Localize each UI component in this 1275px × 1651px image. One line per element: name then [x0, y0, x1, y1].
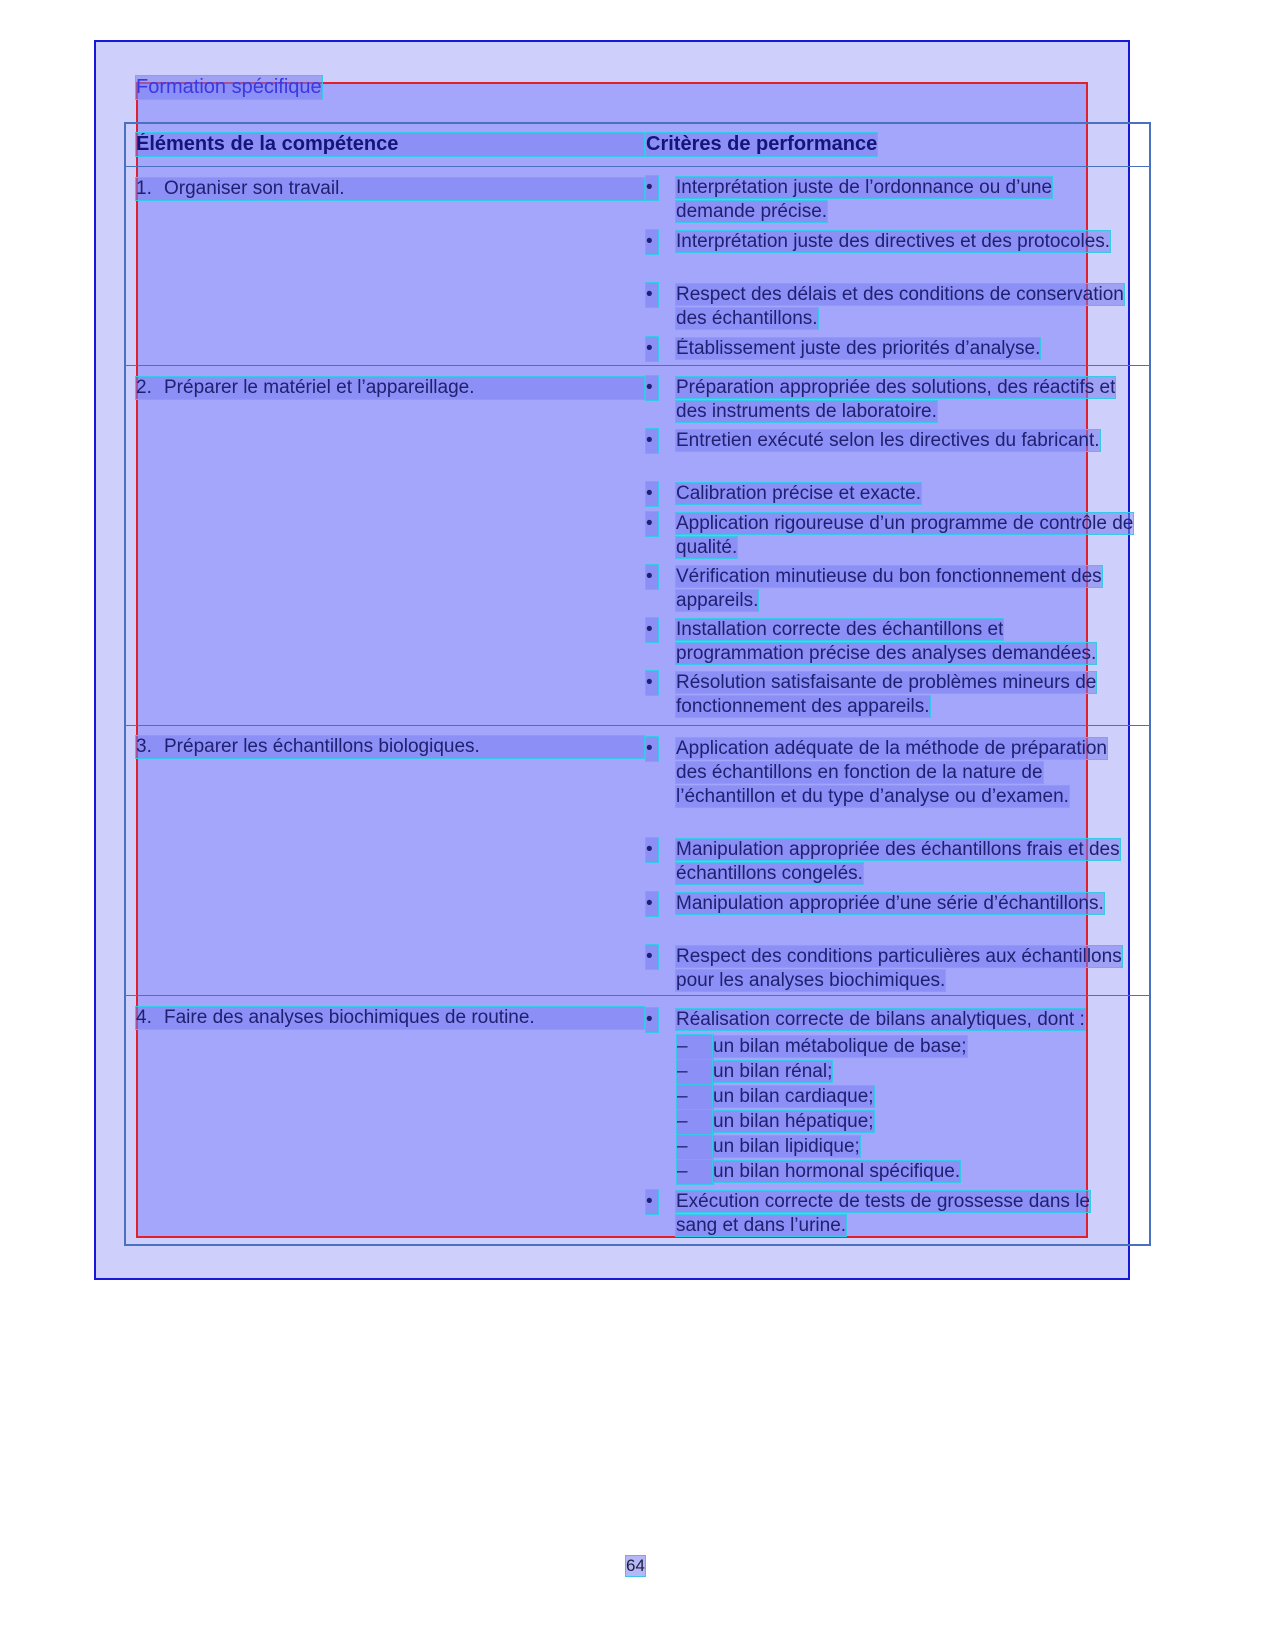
criterion-item [646, 1008, 1136, 1032]
criterion-text: Interprétation juste des directives et des protocoles. [676, 231, 1111, 252]
row-divider [124, 365, 1151, 366]
criterion-text: Exécution correcte de tests de grossesse dans le sang et dans l’urine. [676, 1191, 1091, 1236]
criterion-text: Manipulation appropriée d’une série d’échantillons. [676, 893, 1104, 914]
element-text: Préparer le matériel et l’appareillage. [164, 377, 475, 398]
criterion-item [646, 737, 1136, 809]
sub-item-text: un bilan métabolique de base; [713, 1036, 967, 1057]
criterion-item [646, 429, 1136, 453]
criterion-text: Vérification minutieuse du bon fonctionnement des appareils. [676, 566, 1102, 611]
criterion-item [646, 176, 1136, 224]
dash-icon: – [677, 1060, 713, 1084]
sub-item [677, 1035, 967, 1059]
element-text: Préparer les échantillons biologiques. [164, 736, 480, 757]
criterion-text: Application rigoureuse d’un programme de contrôle de qualité. [676, 513, 1134, 558]
dash-icon: – [677, 1135, 713, 1159]
criterion-text: Interprétation juste de l’ordonnance ou d’une demande précise. [676, 177, 1053, 222]
bullet-icon: • [646, 945, 658, 969]
bullet-icon: • [646, 892, 658, 916]
header-divider [124, 166, 1151, 167]
criterion-text: Application adéquate de la méthode de préparation des échantillons en fonction de la nature de l’échantillon et du type d’analyse ou d’examen. [676, 738, 1107, 807]
bullet-icon: • [646, 671, 658, 695]
criterion-item [646, 376, 1136, 424]
element-number: 1. [136, 178, 152, 199]
bullet-icon: • [646, 429, 658, 453]
bullet-icon: • [646, 565, 658, 589]
row-divider [124, 725, 1151, 726]
criterion-item [646, 838, 1136, 886]
bullet-icon: • [646, 337, 658, 361]
element-row-2 [136, 377, 644, 399]
criterion-item [646, 230, 1136, 254]
bullet-icon: • [646, 838, 658, 862]
dash-icon: – [677, 1085, 713, 1109]
sub-item [677, 1135, 860, 1159]
criterion-text: Respect des délais et des conditions de conservation des échantillons. [676, 284, 1124, 329]
sub-item-text: un bilan cardiaque; [713, 1086, 874, 1107]
header-criteria: Critères de performance [646, 133, 878, 155]
bullet-icon: • [646, 1190, 658, 1214]
criterion-item [646, 671, 1136, 719]
bullet-icon: • [646, 230, 658, 254]
criterion-item [646, 945, 1136, 993]
criterion-item [646, 512, 1136, 560]
element-number: 4. [136, 1007, 152, 1028]
element-text: Faire des analyses biochimiques de routine. [164, 1007, 535, 1028]
dash-icon: – [677, 1035, 713, 1059]
page-number: 64 [626, 1556, 645, 1575]
dash-icon: – [677, 1110, 713, 1134]
criterion-item [646, 565, 1136, 613]
bullet-icon: • [646, 512, 658, 536]
criterion-item [646, 618, 1136, 666]
criterion-text: Installation correcte des échantillons et programmation précise des analyses demandées. [676, 619, 1097, 664]
sub-item-text: un bilan hormonal spécifique. [713, 1161, 961, 1182]
bullet-icon: • [646, 737, 658, 761]
criterion-text: Respect des conditions particulières aux échantillons pour les analyses biochimiques. [676, 946, 1122, 991]
sub-item-text: un bilan lipidique; [713, 1136, 860, 1157]
bullet-icon: • [646, 283, 658, 307]
dash-icon: – [677, 1160, 713, 1184]
sub-item [677, 1060, 832, 1084]
sub-item [677, 1085, 874, 1109]
element-number: 3. [136, 736, 152, 757]
criterion-text: Établissement juste des priorités d’analyse. [676, 338, 1041, 359]
criterion-text: Réalisation correcte de bilans analytiques, dont : [676, 1009, 1085, 1030]
criterion-item [646, 1190, 1136, 1238]
criterion-item [646, 283, 1136, 331]
criterion-item [646, 892, 1136, 916]
element-text: Organiser son travail. [164, 178, 345, 199]
element-row-3 [136, 736, 644, 758]
sub-item-text: un bilan hépatique; [713, 1111, 874, 1132]
element-row-1 [136, 178, 644, 200]
section-title: Formation spécifique [136, 76, 322, 98]
criterion-text: Manipulation appropriée des échantillons frais et des échantillons congelés. [676, 839, 1120, 884]
criterion-item [646, 482, 1136, 506]
bullet-icon: • [646, 176, 658, 200]
sub-item [677, 1110, 874, 1134]
bullet-icon: • [646, 618, 658, 642]
criterion-text: Résolution satisfaisante de problèmes mineurs de fonctionnement des appareils. [676, 672, 1097, 717]
element-number: 2. [136, 377, 152, 398]
criterion-text: Calibration précise et exacte. [676, 483, 922, 504]
bullet-icon: • [646, 1008, 658, 1032]
criterion-item [646, 337, 1136, 361]
header-elements: Éléments de la compétence [136, 133, 644, 156]
sub-item [677, 1160, 960, 1184]
criterion-text: Entretien exécuté selon les directives du fabricant. [676, 430, 1100, 451]
sub-item-text: un bilan rénal; [713, 1061, 833, 1082]
bullet-icon: • [646, 482, 658, 506]
bullet-icon: • [646, 376, 658, 400]
criterion-text: Préparation appropriée des solutions, des réactifs et des instruments de laboratoire. [676, 377, 1116, 422]
row-divider [124, 995, 1151, 996]
element-row-4 [136, 1007, 644, 1029]
